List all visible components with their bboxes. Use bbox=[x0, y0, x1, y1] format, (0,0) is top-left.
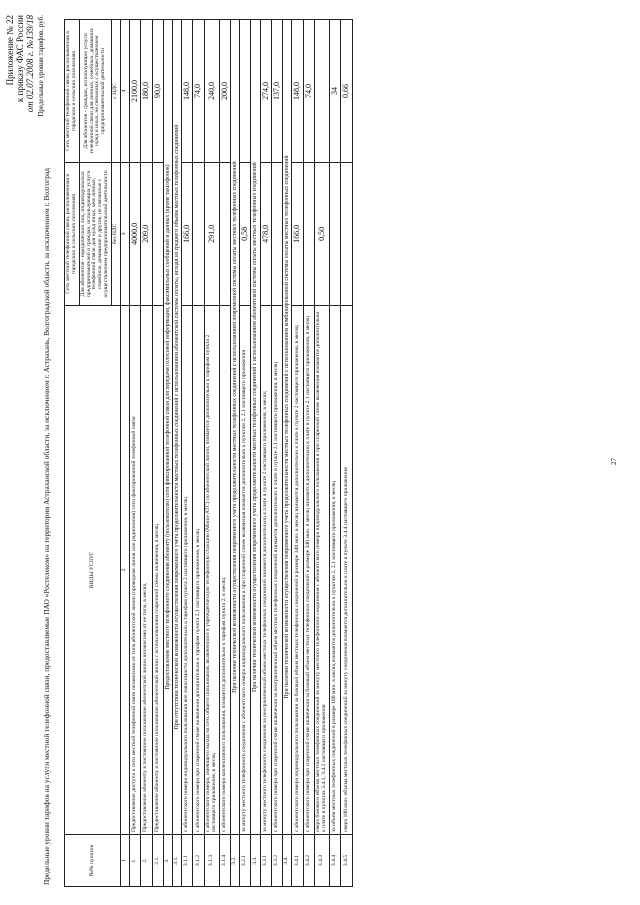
row-value-citizens: 2100,0 bbox=[129, 20, 140, 163]
row-value-citizens bbox=[315, 20, 330, 163]
table-row bbox=[163, 20, 172, 887]
row-number: 2.1. bbox=[152, 835, 163, 887]
row-service: с абонентского номера при спаренной схеме включения за базовый объем местных телефонных соединений в размере 340 мин. в месяц взимается дополнительно к плате в пункте 2.1 настоящего приложения, в месяц bbox=[303, 305, 314, 834]
row-number: 1. bbox=[129, 835, 140, 887]
row-value-business: 0,58 bbox=[240, 162, 251, 305]
row-value-business bbox=[152, 162, 163, 305]
row-value-business bbox=[329, 162, 340, 305]
appendix-date: от 02.07.2008 г. №139/18 bbox=[24, 15, 35, 113]
col-header-vat-incl: с НДС bbox=[112, 20, 121, 163]
row-service: с абонентского номера при спаренной схеме включения за неограниченный объем местных телефонных соединений взимается дополнительно к плате в пункте 2.1 настоящего приложения, в месяц bbox=[271, 305, 282, 834]
table-row bbox=[193, 20, 204, 887]
row-number: 3.2. bbox=[230, 835, 239, 887]
table-body bbox=[129, 20, 352, 887]
appendix-number: Приложение № 22 bbox=[5, 15, 15, 86]
row-value-citizens: 0,66 bbox=[341, 20, 352, 163]
table-row bbox=[315, 20, 330, 887]
table-row bbox=[240, 20, 251, 887]
col-num-3: 3 bbox=[120, 162, 129, 305]
row-number: 3.4.2 bbox=[303, 835, 314, 887]
table-row bbox=[129, 20, 140, 887]
table-row bbox=[141, 20, 152, 887]
row-service: с абонентского номера при спаренной схеме включения дополнительно к тарифам пункта 2.1 настоящего приложения, в месяц bbox=[193, 305, 204, 834]
row-value-citizens: 74,0 bbox=[303, 20, 314, 163]
row-number: 3.3.2 bbox=[271, 835, 282, 887]
section-heading: При наличии технической возможности осуществления повременного учета продолжительности местных телефонных соединений с использованием повременной системы оплаты местных телефонных соединений bbox=[230, 20, 239, 835]
row-service: с абонентского номера, имеющего выход на сеть общего пользования, включенного в учрежденческую телефонную станцию (Мини-АТС) по абонентской линии, взимается дополнительно к тарифам пункта 2 настоящего приложения, в месяц bbox=[204, 305, 219, 834]
units-label: Предельные уровни тарифов, руб. bbox=[36, 15, 45, 117]
row-value-citizens: 148,0 bbox=[182, 20, 193, 163]
appendix-order: к приказу ФАС России bbox=[14, 15, 25, 103]
table-row bbox=[283, 20, 292, 887]
row-value-citizens bbox=[240, 20, 251, 163]
row-number: 3.4.1 bbox=[292, 835, 303, 887]
row-value-citizens: 34 bbox=[329, 20, 340, 163]
row-number: 3.3.1 bbox=[260, 835, 271, 887]
col-header-business: Для абонентов - юридических лиц, индивидуальных предпринимателей и граждан, использующих услуги телефонной связи для нужд иных, чем личные, семейные, домашние и другие, не связанные с осуществлением предпринимательской деятельности bbox=[79, 162, 111, 305]
row-value-business: 166,0 bbox=[292, 162, 303, 305]
table-row bbox=[292, 20, 303, 887]
row-number: 3.1.1 bbox=[182, 835, 193, 887]
row-service: Предоставление абоненту в постоянное пользование абонентской линии с использованием спаренной схемы включения, в месяц bbox=[152, 305, 163, 834]
row-value-business bbox=[219, 162, 230, 305]
row-value-citizens: 274,0 bbox=[260, 20, 271, 163]
row-service: Предоставление абоненту в постоянное пользование абонентской линии независимо от ее типа, в месяц bbox=[141, 305, 152, 834]
table-row bbox=[303, 20, 314, 887]
row-value-business: 478,0 bbox=[260, 162, 271, 305]
row-value-business: 209,0 bbox=[141, 162, 152, 305]
row-value-citizens: 200,0 bbox=[219, 20, 230, 163]
row-value-business: 4000,0 bbox=[129, 162, 140, 305]
row-value-business: 291,0 bbox=[204, 162, 219, 305]
row-number: 3.4. bbox=[283, 835, 292, 887]
col-header-citizens: Для абонентов - граждан, использующих услуги телефонной связи для личных, семейных, домашних нужд и иных, не связанных с осуществлением предпринимательской деятельности bbox=[79, 20, 111, 163]
row-value-business bbox=[303, 162, 314, 305]
row-service: за минуту местного телефонного соединения за неограниченный объем местных телефонных соединений взимается дополнительно к плате в пункте 2 настоящего приложения, в месяц bbox=[260, 305, 271, 834]
table-row bbox=[219, 20, 230, 887]
tariff-table bbox=[64, 19, 353, 887]
row-service: Предоставление доступа к сети местной телефонной связи независимо от типа абонентской линии (проводная линия или радиолиния) сети фиксированной телефонной связи bbox=[129, 305, 140, 834]
row-number: 3.4.5 bbox=[341, 835, 352, 887]
row-value-citizens: 90,0 bbox=[152, 20, 163, 163]
section-heading: При отсутствии технической возможности осуществления повременного учета продолжительности местных телефонных соединений с использованием абонентской системы оплаты, исходя из среднего объема местных телефонных соединений bbox=[172, 20, 181, 835]
document-title: Предельные уровни тарифов на услуги местной телефонной связи, предоставляемые ПАО «Ростелеком» на территории Астраханской области, за исключением г. Астрахань, Волгоградской области, за исключением г. Волгоград bbox=[42, 168, 51, 885]
table-row bbox=[152, 20, 163, 887]
row-value-business: 0,50 bbox=[315, 162, 330, 305]
row-value-business bbox=[341, 162, 352, 305]
row-value-citizens: 240,0 bbox=[204, 20, 219, 163]
table-row bbox=[260, 20, 271, 887]
col-header-group1: Сеть местной телефонной связи, расположенная в городских и сельских поселениях bbox=[65, 162, 80, 305]
col-header-services: ВИДЫ УСЛУГ bbox=[65, 305, 121, 834]
row-service: за минуту местного телефонного соединения с абонентского номера индивидуального пользования и при спаренной схеме включения взимается дополнительно к пунктам 2, 2.1 настоящего приложения bbox=[240, 305, 251, 834]
row-number: 3.4.4 bbox=[329, 835, 340, 887]
appendix-header bbox=[6, 15, 45, 185]
row-service: за объем местных телефонных соединений в размере 100 мин. в месяц взимается дополнительно к пунктам 2, 2.1 настоящего приложения, в месяц bbox=[329, 305, 340, 834]
col-header-group2: Сеть местной телефонной связи, расположенная в городских и сельских поселениях bbox=[65, 20, 80, 163]
row-number: 3.1.3 bbox=[204, 835, 219, 887]
section-heading: При наличии технической возможности осуществления повременного учета продолжительности местных телефонных соединений с использованием комбинированной системы оплаты местных телефонных соединений bbox=[283, 20, 292, 835]
col-num-4: 4 bbox=[120, 20, 129, 163]
row-number: 3. bbox=[163, 835, 172, 887]
table-row bbox=[271, 20, 282, 887]
table-row bbox=[204, 20, 219, 887]
col-num-2: 2 bbox=[120, 305, 129, 834]
row-number: 3.3. bbox=[251, 835, 260, 887]
row-service: с абонентского номера индивидуального пользования за базовый объем местных телефонных соединений в размере 340 мин. в месяц взимается дополнительно к плате в пункте 2 настоящего приложения, в месяц bbox=[292, 305, 303, 834]
row-service: сверх базового объема местных телефонных соединений за минуту местного телефонного соединения с абонентского номера индивидуального пользования и при спаренной схеме включения взимается дополнительно к плате в пунктах 3.4.1, 3.4.2 настоящего приложения bbox=[315, 305, 330, 834]
table-row bbox=[329, 20, 340, 887]
page-number: 27 bbox=[610, 458, 618, 465]
row-value-business bbox=[193, 162, 204, 305]
row-number: 3.1.2 bbox=[193, 835, 204, 887]
table-row bbox=[182, 20, 193, 887]
row-number: 3.4.3 bbox=[315, 835, 330, 887]
row-value-citizens: 180,0 bbox=[141, 20, 152, 163]
row-number: 2. bbox=[141, 835, 152, 887]
col-num-1: 1 bbox=[120, 835, 129, 887]
row-service: с абонентского номера индивидуального пользования вне зависимости дополнительно к тарифам пункта 2 настоящего приложения, в месяц bbox=[182, 305, 193, 834]
row-value-citizens: 148,0 bbox=[292, 20, 303, 163]
col-header-vat-excl: без НДС bbox=[112, 162, 121, 305]
row-number: 3.1. bbox=[172, 835, 181, 887]
table-row bbox=[230, 20, 239, 887]
table-row bbox=[251, 20, 260, 887]
section-heading: При наличии технической возможности осуществления повременного учета продолжительности местных телефонных соединений с использованием абонентской системы оплаты местных телефонных соединений bbox=[251, 20, 260, 835]
row-service: сверх 100 мин. объема местных телефонных соединений за минуту соединения взимается дополнительно к плате в пункте 3.4.4 настоящего приложения bbox=[341, 305, 352, 834]
table-row bbox=[172, 20, 181, 887]
row-number: 3.2.1 bbox=[240, 835, 251, 887]
row-value-citizens: 74,0 bbox=[193, 20, 204, 163]
row-value-citizens: 137,0 bbox=[271, 20, 282, 163]
row-value-business bbox=[271, 162, 282, 305]
table-row bbox=[341, 20, 352, 887]
row-number: 3.1.4 bbox=[219, 835, 230, 887]
section-heading: Предоставление местного телефонного соединения абоненту (пользователю) сети фиксированной телефонной связи для передачи голосовой информации, факсимильных сообщений и данных (кроме таксофонов) bbox=[163, 20, 172, 835]
col-header-num: №№ пунктов bbox=[65, 835, 121, 887]
row-service: с абонентского номера коллективного пользования, взимается дополнительно к тарифам пункта 2, в месяц bbox=[219, 305, 230, 834]
row-value-business: 166,0 bbox=[182, 162, 193, 305]
